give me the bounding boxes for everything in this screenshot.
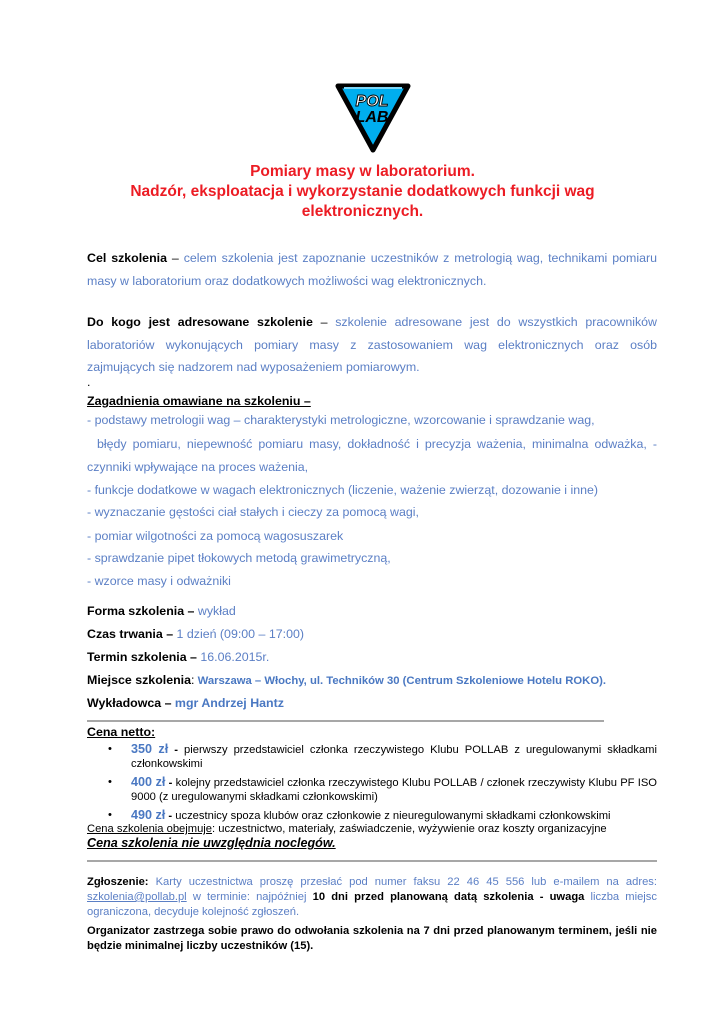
topics-item-6: - sprawdzanie pipet tłokowych metodą grawimetryczną,	[87, 551, 391, 565]
audience-section: Do kogo jest adresowane szkolenie – szkolenie adresowane jest do wszystkich pracowników laboratoriów wykonujących pomiary masy z zastosowaniem wag elektronicznych oraz osób zajmujących się nadzorem nad wyposażeniem pomiarowym.	[87, 315, 658, 374]
topics-item-5: - pomiar wilgotności za pomocą wagosuszarek	[87, 529, 344, 543]
price-heading: Cena netto:	[87, 725, 156, 739]
price-amount: 350 zł	[131, 742, 169, 756]
lecturer-line: Wykładowca – mgr Andrzej Hantz	[87, 696, 284, 710]
price-item: • 490 zł - uczestnicy spoza klubów oraz członkowie z nieuregulowanymi składkami członkowskimi	[108, 808, 611, 822]
topics-item-2: błędy pomiaru, niepewność pomiaru masy, dokładność i precyzja ważenia, minimalna odważka, - czynniki wpływające na proces ważenia,	[87, 437, 657, 474]
stray-dot: .	[87, 375, 91, 389]
goal-label: Cel szkolenia	[87, 251, 167, 265]
title-line-1: Pomiary masy w laboratorium.	[250, 163, 475, 180]
duration-value: 1 dzień (09:00 – 17:00)	[173, 627, 304, 641]
form-value: wykład	[194, 604, 236, 618]
registration-email-link[interactable]: szkolenia@pollab.pl	[87, 891, 187, 903]
registration-deadline: 10 dni przed planowaną datą szkolenia - uwaga	[312, 891, 585, 903]
page-title	[80, 162, 645, 222]
divider-2	[87, 860, 657, 862]
price-amount: 490 zł	[131, 808, 166, 822]
price-item: • 350 zł - pierwszy przedstawiciel członka rzeczywistego Klubu POLLAB z uregulowanymi składkami członkowskimi	[108, 742, 657, 770]
goal-section: Cel szkolenia – celem szkolenia jest zapoznanie uczestników z metrologią wag, technikami pomiaru masy w laboratorium oraz dodatkowych możliwości wag elektronicznych.	[87, 251, 657, 288]
date-line: Termin szkolenia – 16.06.2015r.	[87, 650, 270, 664]
duration-line: Czas trwania – 1 dzień (09:00 – 17:00)	[87, 627, 304, 641]
divider-1	[87, 720, 604, 722]
topics-item-4: - wyznaczanie gęstości ciał stałych i cieczy za pomocą wagi,	[87, 505, 419, 519]
svg-text:LAB: LAB	[355, 109, 389, 126]
organizer-note: Organizator zastrzega sobie prawo do odwołania szkolenia na 7 dni przed planowanym terminem, jeśli nie będzie minimalnej liczby uczestników (15).	[87, 925, 657, 952]
price-amount: 400 zł	[131, 775, 166, 789]
form-line: Forma szkolenia – wykład	[87, 604, 236, 618]
title-line-2: Nadzór, eksploatacja i wykorzystanie dodatkowych funkcji wag	[130, 183, 595, 200]
registration-label: Zgłoszenie:	[87, 876, 149, 888]
topics-item-7: - wzorce masy i odważniki	[87, 574, 231, 588]
topics-item-1: - podstawy metrologii wag – charakterystyki metrologiczne, wzorcowanie i sprawdzanie wag,	[87, 413, 595, 427]
price-item: • 400 zł - kolejny przedstawiciel członka rzeczywistego Klubu POLLAB / członek rzeczywisty Klubu PF ISO 9000 (z uregulowanymi składkami członkowskimi)	[108, 775, 658, 803]
audience-text: szkolenie adresowane jest do wszystkich pracowników laboratoriów wykonujących pomiary masy z zastosowaniem wag elektronicznych oraz osób zajmujących się nadzorem nad wyposażeniem pomiarowym.	[87, 315, 658, 374]
title-line-3: elektronicznych.	[301, 203, 424, 220]
pollab-logo-icon	[334, 78, 412, 156]
topics-heading: Zagadnienia omawiane na szkoleniu –	[87, 394, 311, 408]
registration-section: Zgłoszenie: Karty uczestnictwa proszę przesłać pod numer faksu 22 46 45 556 lub e-mailem na adres: szkolenia@pollab.pl w terminie: najpóźniej 10 dni przed planowaną datą szkolenia - uwaga liczba miejsc ograniczona, decyduje kolejność zgłoszeń.	[87, 876, 657, 918]
pollab-logo	[334, 78, 412, 156]
venue-line: Miejsce szkolenia: Warszawa – Włochy, ul. Techników 30 (Centrum Szkoleniowe Hotelu ROKO).	[87, 673, 607, 687]
price-list	[87, 742, 657, 827]
venue-value: Warszawa – Włochy, ul. Techników 30 (Centrum Szkoleniowe Hotelu ROKO).	[194, 675, 607, 687]
price-includes: Cena szkolenia obejmuje: uczestnictwo, materiały, zaświadczenie, wyżywienie oraz koszty organizacyjne	[87, 823, 607, 835]
audience-label: Do kogo jest adresowane szkolenie	[87, 315, 313, 329]
svg-text:POL: POL	[355, 93, 389, 110]
goal-text: celem szkolenia jest zapoznanie uczestników z metrologią wag, technikami pomiaru masy w laboratorium oraz dodatkowych możliwości wag elektronicznych.	[87, 251, 657, 288]
no-accommodation-note: Cena szkolenia nie uwzględnia noclegów.	[87, 836, 336, 850]
date-value: 16.06.2015r.	[196, 650, 270, 664]
lecturer-value: mgr Andrzej Hantz	[171, 696, 284, 710]
topics-item-3: - funkcje dodatkowe w wagach elektronicznych (liczenie, ważenie zwierząt, dozowanie i inne)	[87, 483, 599, 497]
